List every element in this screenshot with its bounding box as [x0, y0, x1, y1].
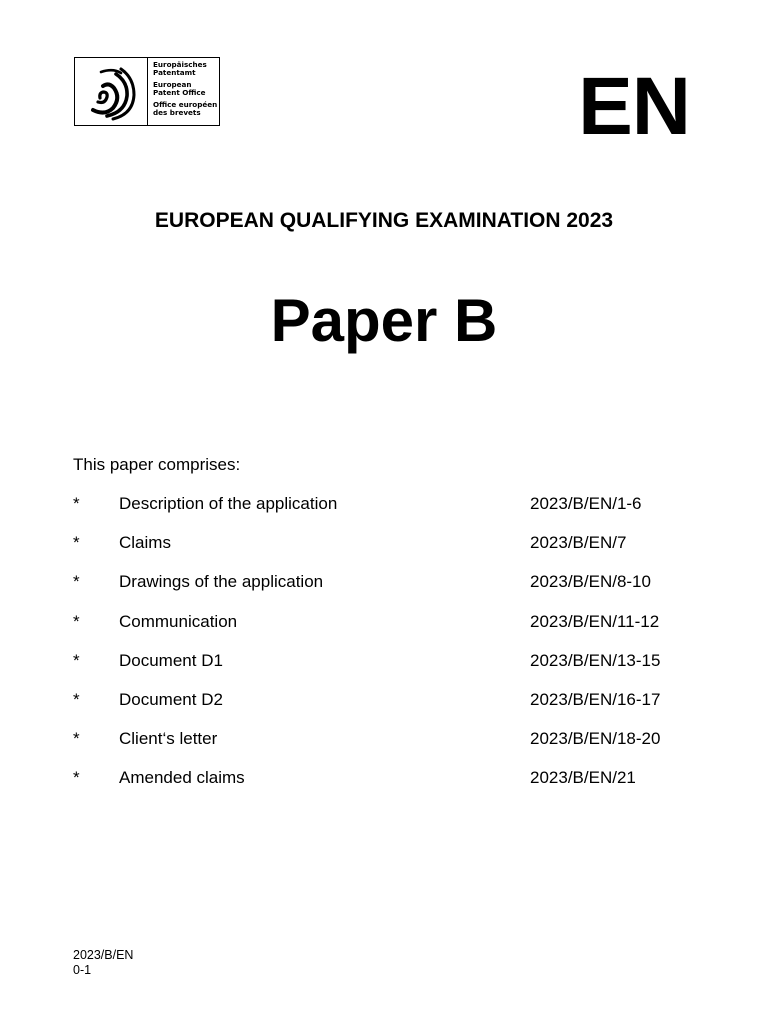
item-label: Document D1 — [119, 650, 223, 670]
item-label: Amended claims — [119, 768, 245, 788]
contents-intro: This paper comprises: — [73, 455, 241, 474]
list-item — [73, 494, 693, 533]
item-pages: 2023/B/EN/13-15 — [530, 650, 661, 670]
bullet: * — [73, 572, 80, 592]
list-item — [73, 690, 693, 729]
epo-logo-text: Europäisches Patentamt European Patent Office Office européen des brevets — [153, 60, 218, 118]
language-code: EN — [578, 61, 690, 152]
epo-logo — [74, 57, 220, 126]
footer-code: 2023/B/EN — [73, 948, 134, 962]
contents-list — [73, 494, 693, 808]
bullet: * — [73, 611, 80, 631]
item-pages: 2023/B/EN/8-10 — [530, 572, 651, 592]
list-item — [73, 612, 693, 651]
list-item — [73, 651, 693, 690]
list-item — [73, 729, 693, 768]
bullet: * — [73, 768, 80, 788]
item-pages: 2023/B/EN/11-12 — [530, 611, 660, 631]
bullet: * — [73, 494, 80, 513]
item-pages: 2023/B/EN/18-20 — [530, 729, 661, 749]
item-pages: 2023/B/EN/21 — [530, 768, 636, 788]
item-label: Description of the application — [119, 494, 338, 513]
item-label: Client‘s letter — [119, 729, 218, 749]
list-item — [73, 768, 693, 807]
list-item — [73, 572, 693, 611]
page-footer — [73, 948, 133, 978]
epo-emblem-icon — [75, 58, 148, 125]
item-pages: 2023/B/EN/7 — [530, 533, 627, 553]
bullet: * — [73, 729, 80, 749]
bullet: * — [73, 533, 80, 553]
exam-title: EUROPEAN QUALIFYING EXAMINATION 2023 — [154, 209, 614, 232]
item-label: Claims — [119, 533, 171, 553]
item-label: Drawings of the application — [119, 572, 324, 592]
bullet: * — [73, 650, 80, 670]
paper-title: Paper B — [270, 287, 498, 354]
bullet: * — [73, 689, 80, 709]
item-pages: 2023/B/EN/16-17 — [530, 689, 661, 709]
list-item — [73, 533, 693, 572]
footer-page-number: 0-1 — [73, 963, 92, 977]
item-label: Communication — [119, 611, 238, 631]
item-pages: 2023/B/EN/1-6 — [530, 494, 642, 513]
item-label: Document D2 — [119, 689, 223, 709]
